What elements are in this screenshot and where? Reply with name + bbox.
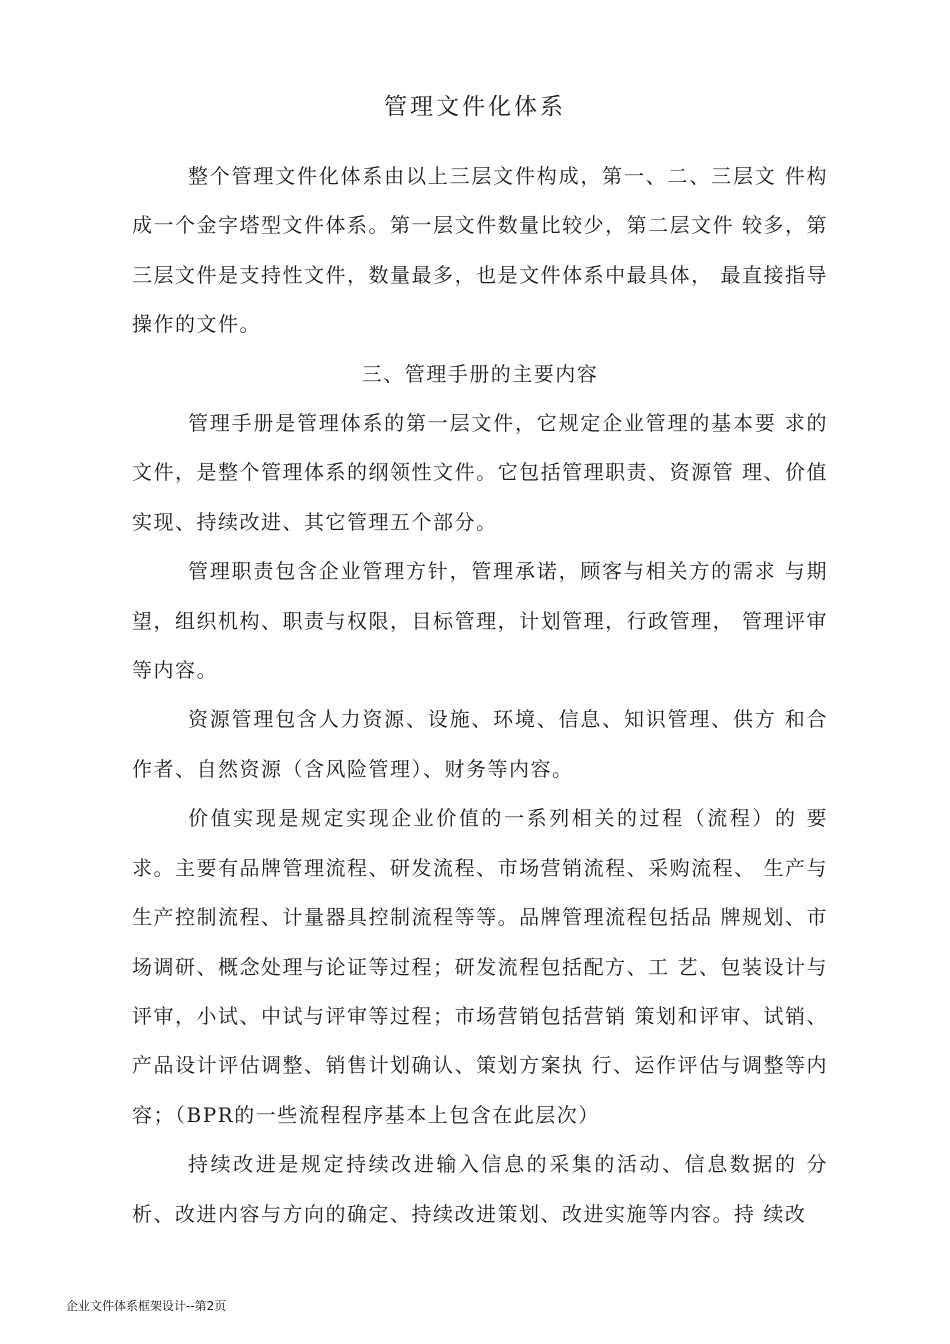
- body-paragraph: 管理手册是管理体系的第一层文件，它规定企业管理的基本要 求的文件，是整个管理体系的纲领性文件。它包括管理职责、资源管 理、价值实现、持续改进、其它管理五个部分。: [132, 411, 828, 534]
- body-paragraph: 价值实现是规定实现企业价值的一系列相关的过程（流程）的 要求。主要有品牌管理流程、研发流程、市场营销流程、采购流程、 生产与生产控制流程、计量器具控制流程等等。品牌管理流程包括品 牌规划、市场调研、概念处理与论证等过程；研发流程包括配方、工 艺、包装设计与评审，小试、中试与评审等过程；市场营销包括营销 策划和评审、试销、产品设计评估调整、销售计划确认、策划方案执 行、运作评估与调整等内容；（BPR的一些流程程序基本上包含在此层次）: [132, 806, 828, 1127]
- page-title: 管理文件化体系: [384, 94, 566, 120]
- section-heading: 三、管理手册的主要内容: [361, 361, 599, 386]
- body-paragraph: 资源管理包含人力资源、设施、环境、信息、知识管理、供方 和合作者、自然资源（含风险管理）、财务等内容。: [132, 707, 828, 781]
- body-paragraph: 整个管理文件化体系由以上三层文件构成，第一、二、三层文 件构成一个金字塔型文件体系。第一层文件数量比较少，第二层文件 较多，第三层文件是支持性文件，数量最多，也是文件体系中最具体， 最直接指导操作的文件。: [132, 164, 828, 337]
- page-footer: 企业文件体系框架设计--第2页: [66, 1299, 227, 1313]
- body-paragraph: 持续改进是规定持续改进输入信息的采集的活动、信息数据的 分析、改进内容与方向的确定、持续改进策划、改进实施等内容。持 续改: [132, 1152, 828, 1226]
- document-body: [132, 152, 828, 1239]
- body-paragraph: 管理职责包含企业管理方针，管理承诺，顾客与相关方的需求 与期望，组织机构、职责与权限，目标管理，计划管理，行政管理， 管理评审等内容。: [132, 559, 828, 683]
